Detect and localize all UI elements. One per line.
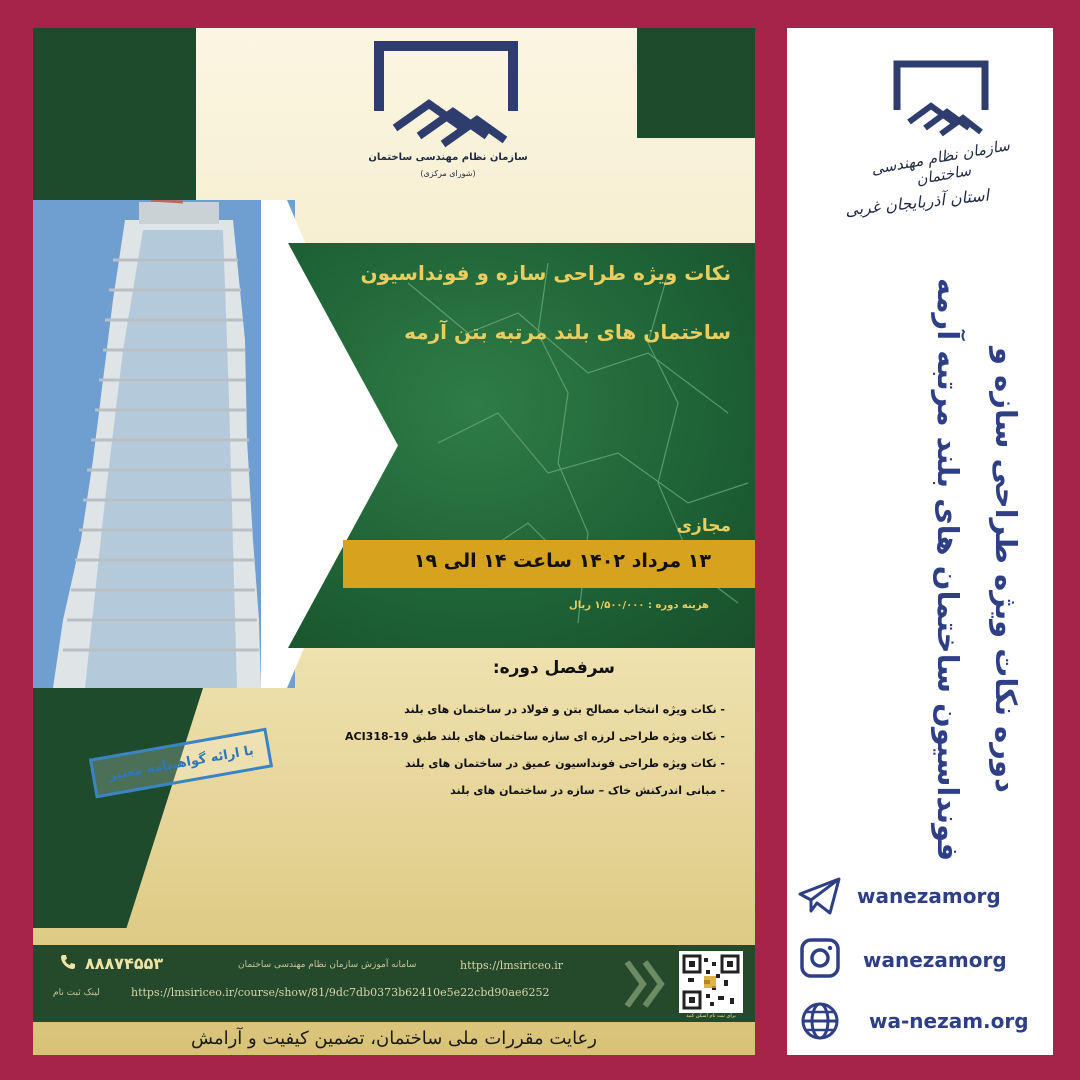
phone-number: ۸۸۸۷۴۵۵۳: [85, 954, 164, 973]
organization-logo-icon: [371, 36, 521, 154]
course-date-time: ۱۳ مرداد ۱۴۰۲ ساعت ۱۴ الی ۱۹: [413, 550, 711, 572]
globe-icon: [797, 1001, 843, 1041]
syllabus-item: - نکات ویژه طراحی فونداسیون عمیق در ساختمان های بلند: [405, 757, 725, 770]
website-url[interactable]: wa-nezam.org: [869, 1009, 1029, 1033]
syllabus-list: [255, 696, 725, 804]
poster-slogan: رعایت مقررات ملی ساختمان، تضمین کیفیت و آرامش: [191, 1028, 597, 1049]
logo-org-name: سازمان نظام مهندسی ساختمان: [869, 136, 1012, 189]
vertical-course-title: [835, 260, 1035, 880]
instagram-handle[interactable]: wanezamorg: [863, 948, 1007, 972]
course-poster: [33, 28, 755, 1055]
telegram-handle[interactable]: wanezamorg: [857, 884, 1001, 908]
registration-link[interactable]: https://lmsiriceo.ir/course/show/81/9dc7db0373b62410e5e22cbd90ae6252: [131, 986, 550, 999]
lms-site-link[interactable]: https://lmsiriceo.ir: [460, 959, 563, 972]
instagram-icon: [797, 938, 843, 978]
registration-link-label: لینک ثبت نام: [53, 988, 100, 998]
instagram-contact[interactable]: [787, 938, 1053, 978]
logo-province-name: استان آذربایجان غربی: [844, 185, 990, 220]
vertical-title-line1: دوره نکات ویژه طراحی سازه و: [989, 347, 1023, 793]
tower-photo: [33, 200, 295, 688]
syllabus-item: - مبانی اندرکنش خاک – سازه در ساختمان های بلند: [450, 784, 725, 797]
website-contact[interactable]: [787, 1001, 1053, 1041]
decor-green-corner: [33, 28, 196, 200]
course-title-line1: نکات ویژه طراحی سازه و فونداسیون: [360, 261, 731, 285]
course-mode: مجازی: [676, 516, 731, 536]
syllabus-heading: سرفصل دوره:: [492, 658, 615, 678]
vertical-title-line2: فونداسیون ساختمان های بلند مرتبه آرمه: [931, 278, 965, 862]
decor-green-corner-right: [637, 28, 755, 138]
decor-green-wedge: [33, 688, 203, 928]
side-panel: [787, 28, 1053, 1055]
organization-name: سازمان نظام مهندسی ساختمان: [368, 152, 528, 163]
organization-logo-icon: [891, 58, 991, 138]
course-fee: هزینه دوره : ۱/۵۰۰/۰۰۰ ریال: [569, 600, 709, 611]
qr-code-icon[interactable]: [679, 951, 743, 1013]
lms-name: سامانه آموزش سازمان نظام مهندسی ساختمان: [238, 960, 417, 970]
organization-subtitle: (شورای مرکزی): [420, 169, 476, 178]
chevron-right-icon: [623, 958, 673, 1010]
qr-caption: برای ثبت نام اسکن کنید: [686, 1013, 736, 1019]
certificate-stamp: با ارائه گواهینامه معتبر: [89, 728, 273, 799]
course-title-line2: ساختمان های بلند مرتبه بتن آرمه: [404, 320, 731, 344]
telegram-contact[interactable]: [787, 876, 1053, 916]
syllabus-item: - نکات ویژه انتخاب مصالح بتن و فولاد در ساختمان های بلند: [404, 703, 725, 716]
syllabus-item: - نکات ویژه طراحی لرزه ای سازه ساختمان های بلند طبق ACI318-19: [344, 730, 725, 743]
phone-icon: [59, 953, 77, 971]
telegram-icon: [797, 876, 843, 916]
